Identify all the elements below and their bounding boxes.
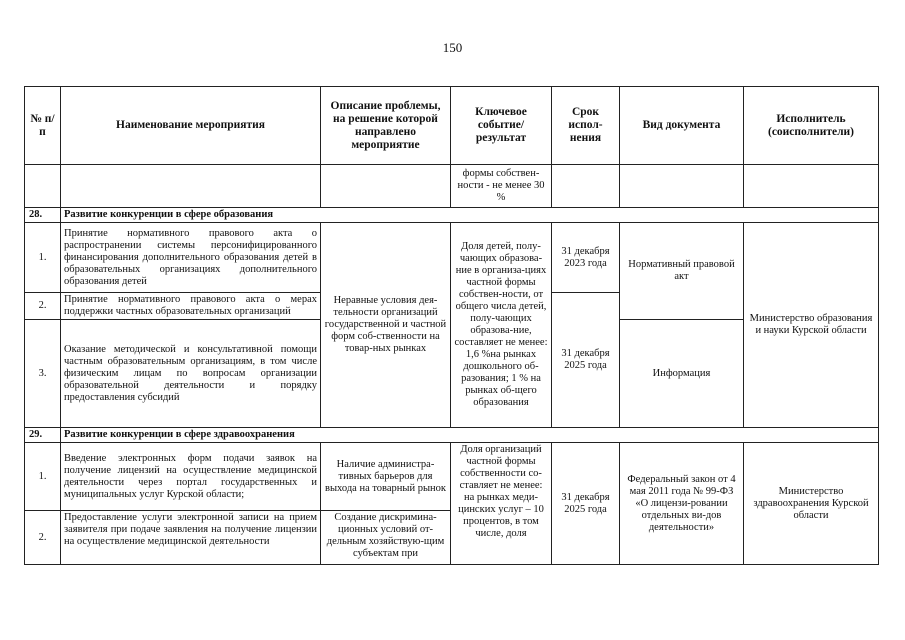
header-problem: Описание проблемы, на решение которой направлено мероприятие: [321, 87, 451, 165]
document-type: Информация: [620, 320, 744, 428]
measure-name: Принятие нормативного правового акта о распространении системы персонифицированного финансирования дополнительного образования детей в образовательных организациях дополнительного образования детей: [61, 223, 321, 293]
header-num: № п/п: [25, 87, 61, 165]
page-number: 150: [442, 40, 463, 55]
section-28-title: Развитие конкуренции в сфере образования: [61, 208, 879, 223]
deadline: 31 декабря 2023 года: [552, 223, 620, 293]
row-num: 2.: [25, 293, 61, 320]
document-type: Нормативный правовой акт: [620, 223, 744, 320]
section-29-row: [25, 428, 879, 443]
measure-name: Принятие нормативного правового акта о мерах поддержки частных образовательных организаций: [61, 293, 321, 320]
carry-row: [25, 165, 879, 208]
measure-name: Оказание методической и консультативной помощи частным образовательным организациям, в том числе физическим лицам по вопросам организации образовательной деятельности и порядку предоставления субсидий: [61, 320, 321, 428]
problem-description: Наличие администра-тивных барьеров для выхода на товарный рынок: [321, 443, 451, 511]
deadline: 31 декабря 2025 года: [552, 443, 620, 565]
executor: Министерство образования и науки Курской области: [744, 223, 879, 428]
row-num: 1.: [25, 443, 61, 511]
carry-event: формы собствен-ности - не менее 30 %: [451, 165, 552, 208]
header-name: Наименование мероприятия: [61, 87, 321, 165]
problem-description: Неравные условия дея-тельности организаций государственной и частной форм соб-ственности на товар-ных рынках: [321, 223, 451, 428]
measures-table: [24, 86, 879, 565]
section-29-title: Развитие конкуренции в сфере здравоохранения: [61, 428, 879, 443]
problem-description: Создание дискримина-ционных условий от-дельным хозяйствую-щим субъектам при: [321, 511, 451, 565]
key-result: Доля детей, полу-чающих образова-ние в организа-циях частной формы собствен-ности, от общего числа детей, полу-чающих образова-ние, составляет не менее: 1,6 %на рынках дошкольного об-разования; 1 % на рынках об-щего образования: [451, 223, 552, 428]
measure-name: Предоставление услуги электронной записи на прием заявителя при подаче заявления на получение лицензии на осуществление медицинской деятельности: [61, 511, 321, 565]
section-28-num: 28.: [25, 208, 61, 223]
header-doctype: Вид документа: [620, 87, 744, 165]
header-event: Ключевое событие/ результат: [451, 87, 552, 165]
header-row: [25, 87, 879, 165]
row-num: 2.: [25, 511, 61, 565]
key-result: Доля организаций частной формы собственности со-ставляет не менее: на рынках меди-цинских услуг – 10 процентов, в том числе, доля: [451, 443, 552, 565]
deadline: 31 декабря 2025 года: [552, 293, 620, 428]
section-29-num: 29.: [25, 428, 61, 443]
executor: Министерство здравоохранения Курской области: [744, 443, 879, 565]
header-executor: Исполнитель (соисполнители): [744, 87, 879, 165]
row-num: 3.: [25, 320, 61, 428]
table-row: [25, 223, 879, 293]
row-num: 1.: [25, 223, 61, 293]
document-type: Федеральный закон от 4 мая 2011 года № 99-ФЗ «О лицензи-ровании отдельных ви-дов деятельности»: [620, 443, 744, 565]
section-28-row: [25, 208, 879, 223]
measure-name: Введение электронных форм подачи заявок на получение лицензий на осуществление медицинской деятельности через портал государственных и муниципальных услуг Курской области;: [61, 443, 321, 511]
table-row: [25, 443, 879, 511]
header-deadline: Срок испол-нения: [552, 87, 620, 165]
